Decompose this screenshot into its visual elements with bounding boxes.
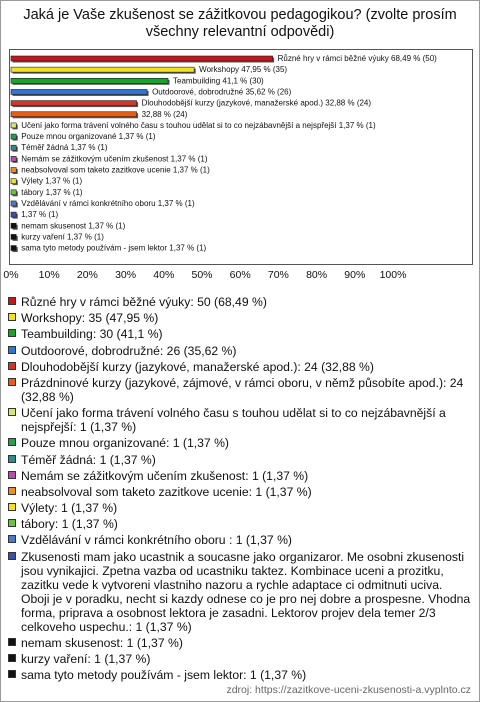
legend-text: Outdoorové, dobrodružné: 26 (35,62 %)	[21, 343, 237, 358]
x-tick-label: 70%	[267, 269, 289, 281]
plot-area	[9, 49, 473, 265]
legend-text: tábory: 1 (1,37 %)	[21, 517, 118, 532]
x-tick-label: 60%	[229, 269, 251, 281]
bar-label: Pouze mnou organizované 1,37 % (1)	[21, 132, 156, 142]
bar-group	[11, 221, 126, 230]
bar-label: Workshopy 47,95 % (35)	[199, 65, 288, 75]
bar	[11, 101, 137, 106]
bar-group	[11, 132, 156, 141]
bar-group	[11, 121, 376, 130]
bar	[11, 190, 16, 195]
bar	[11, 56, 273, 61]
bar-label: Teambuilding 41,1 % (30)	[173, 76, 264, 86]
x-tick-label: 50%	[191, 269, 213, 281]
x-axis-labels	[1, 269, 480, 285]
x-tick-label: 20%	[76, 269, 98, 281]
bar-group	[11, 210, 58, 219]
x-tick-label: 80%	[306, 269, 328, 281]
bar	[11, 134, 16, 139]
legend-item	[8, 469, 472, 483]
bar-group	[11, 143, 108, 152]
legend-swatch	[8, 297, 16, 305]
legend-swatch	[8, 378, 16, 386]
legend-swatch	[8, 471, 16, 479]
bar-label: 1,37 % (1)	[21, 210, 59, 220]
legend-text: Různé hry v rámci běžné výuky: 50 (68,49 %)	[21, 295, 267, 309]
legend-swatch	[8, 654, 16, 662]
legend-item	[8, 360, 472, 374]
legend-item	[8, 453, 472, 467]
legend-swatch	[8, 346, 16, 354]
legend-text: Teambuilding: 30 (41,1 %)	[21, 327, 163, 342]
legend-text: Pouze mnou organizované: 1 (1,37 %)	[21, 436, 229, 451]
legend-item	[8, 550, 472, 634]
source-credit: zdroj: https://zazitkove-uceni-zkusenosti-a.vyplnto.cz	[226, 684, 471, 696]
legend-text: Vzdělávání v rámci konkrétního oboru : 1 (1,37 %)	[21, 533, 292, 548]
legend-swatch	[8, 638, 16, 646]
legend-swatch	[8, 455, 16, 463]
bar	[11, 123, 16, 128]
bar	[11, 168, 16, 173]
bar	[11, 201, 16, 206]
bar-label: neabsolvoval som taketo zazitkove ucenie 1,37 % (1)	[21, 165, 210, 175]
bar	[11, 234, 16, 239]
legend	[8, 295, 472, 684]
bar-group	[11, 244, 207, 253]
x-tick-label: 90%	[344, 269, 366, 281]
bar-label: Dlouhodobější kurzy (jazykové, manažerské apod.) 32,88 % (24)	[141, 98, 372, 108]
x-tick-label: 30%	[115, 269, 137, 281]
bar-group	[11, 232, 104, 241]
bar	[11, 78, 168, 83]
legend-text: Prázdninové kurzy (jazykové, zájmové, v rámci oboru, v němž působíte apod.): 24 (32,88 %)	[21, 375, 464, 404]
legend-text: Téměř žádná: 1 (1,37 %)	[21, 452, 156, 467]
bar-label: Výlety 1,37 % (1)	[21, 176, 83, 186]
legend-swatch	[8, 552, 16, 560]
bar-group	[11, 99, 371, 108]
bar-group	[11, 65, 287, 74]
legend-text: kurzy vaření: 1 (1,37 %)	[21, 652, 151, 666]
legend-text: Zkusenosti mam jako ucastnik a soucasne jako organizaror. Me osobni zkusenosti jsou vynikajici. Zpetna vazba od ucastniku taktez. Kombinace uceni a prozitku, zazitku vede k vytvoreni vlastniho nazoru a rychle adaptace ci odmitnuti uciva. Oboji je v poradku, necht si kazdy odnese co je pro nej dobre a prospesne. Vhodna forma, priprava a osobnost lektora je zasadni. Lektorov projev dela temer 2/3 celkoveho uspechu.: 1 (1,37 %)	[21, 549, 471, 634]
legend-item	[8, 485, 472, 499]
legend-text: Nemám se zážitkovým učením zkušenost: 1 (1,37 %)	[21, 468, 309, 483]
bar	[11, 145, 16, 150]
bar-group	[11, 166, 210, 175]
legend-text: nemam skusenost: 1 (1,37 %)	[21, 635, 183, 650]
legend-swatch	[8, 313, 16, 321]
bar-group	[11, 76, 264, 85]
legend-swatch	[8, 438, 16, 446]
bar	[11, 112, 137, 117]
chart-title: Jaká je Vaše zkušenost se zážitkovou pedagogikou? (zvolte prosím všechny relevantní odpovědi)	[23, 7, 457, 40]
legend-item	[8, 344, 472, 358]
bar-label: sama tyto metody používám - jsem lektor 1,37 % (1)	[21, 243, 207, 253]
legend-swatch	[8, 503, 16, 511]
bar	[11, 223, 16, 228]
legend-swatch	[8, 408, 16, 416]
legend-item	[8, 533, 472, 547]
legend-swatch	[8, 329, 16, 337]
bar-group	[11, 54, 437, 63]
bar-group	[11, 110, 188, 119]
bar-label: Různé hry v rámci běžné výuky 68,49 % (50)	[277, 54, 437, 63]
legend-swatch	[8, 362, 16, 370]
x-tick-label: 10%	[38, 269, 60, 281]
legend-item	[8, 376, 472, 404]
legend-text: Výlety: 1 (1,37 %)	[21, 501, 118, 516]
legend-item	[8, 517, 472, 531]
legend-swatch	[8, 535, 16, 543]
legend-item	[8, 295, 472, 309]
bar	[11, 246, 16, 251]
bar	[11, 179, 16, 184]
legend-swatch	[8, 487, 16, 495]
bar-label: Outdoorové, dobrodružné 35,62 % (26)	[152, 87, 292, 97]
bar	[11, 67, 194, 72]
bar	[11, 89, 147, 94]
x-tick-label: 100%	[379, 269, 407, 281]
legend-swatch	[8, 670, 16, 678]
bar-label: Učení jako forma trávení volného času s touhou udělat si to co nejzábavnější a nejspřejší 1,37 % (1)	[21, 120, 376, 130]
legend-item	[8, 652, 472, 666]
legend-text: sama tyto metody používám - jsem lektor: 1 (1,37 %)	[21, 668, 307, 683]
bar-label: Nemám se zážitkovým učením zkušenost 1,37 % (1)	[21, 154, 208, 164]
bar	[11, 156, 16, 161]
legend-text: neabsolvoval som taketo zazitkove ucenie: 1 (1,37 %)	[21, 484, 312, 499]
bar-chart-svg	[10, 50, 472, 264]
bar-group	[11, 177, 82, 186]
bar-label: Téměř žádná 1,37 % (1)	[21, 143, 108, 153]
legend-item	[8, 436, 472, 450]
bar-label: kurzy vaření 1,37 % (1)	[21, 232, 104, 242]
bar-label: 32,88 % (24)	[141, 109, 188, 119]
x-tick-label: 40%	[153, 269, 175, 281]
bar	[11, 212, 16, 217]
legend-item	[8, 311, 472, 325]
bar-label: nemam skusenost 1,37 % (1)	[21, 221, 126, 231]
legend-text: Učení jako forma trávení volného času s touhou udělat si to co nejzábavnější a nejspřejší: 1 (1,37 %)	[21, 406, 446, 435]
bar-group	[11, 87, 292, 96]
bar-label: tábory 1,37 % (1)	[21, 187, 83, 197]
legend-item	[8, 327, 472, 341]
x-tick-label: 0%	[3, 269, 19, 281]
legend-text: Dlouhodobější kurzy (jazykové, manažerské apod.): 24 (32,88 %)	[21, 359, 374, 374]
legend-item	[8, 501, 472, 515]
bar-group	[11, 188, 83, 197]
legend-swatch	[8, 519, 16, 527]
legend-text: Workshopy: 35 (47,95 %)	[21, 311, 159, 326]
bar-group	[11, 154, 208, 163]
legend-item	[8, 668, 472, 682]
legend-item	[8, 636, 472, 650]
bar-label: Vzdělávání v rámci konkrétního oboru 1,37 % (1)	[21, 198, 195, 208]
legend-item	[8, 406, 472, 434]
bar-group	[11, 199, 195, 208]
